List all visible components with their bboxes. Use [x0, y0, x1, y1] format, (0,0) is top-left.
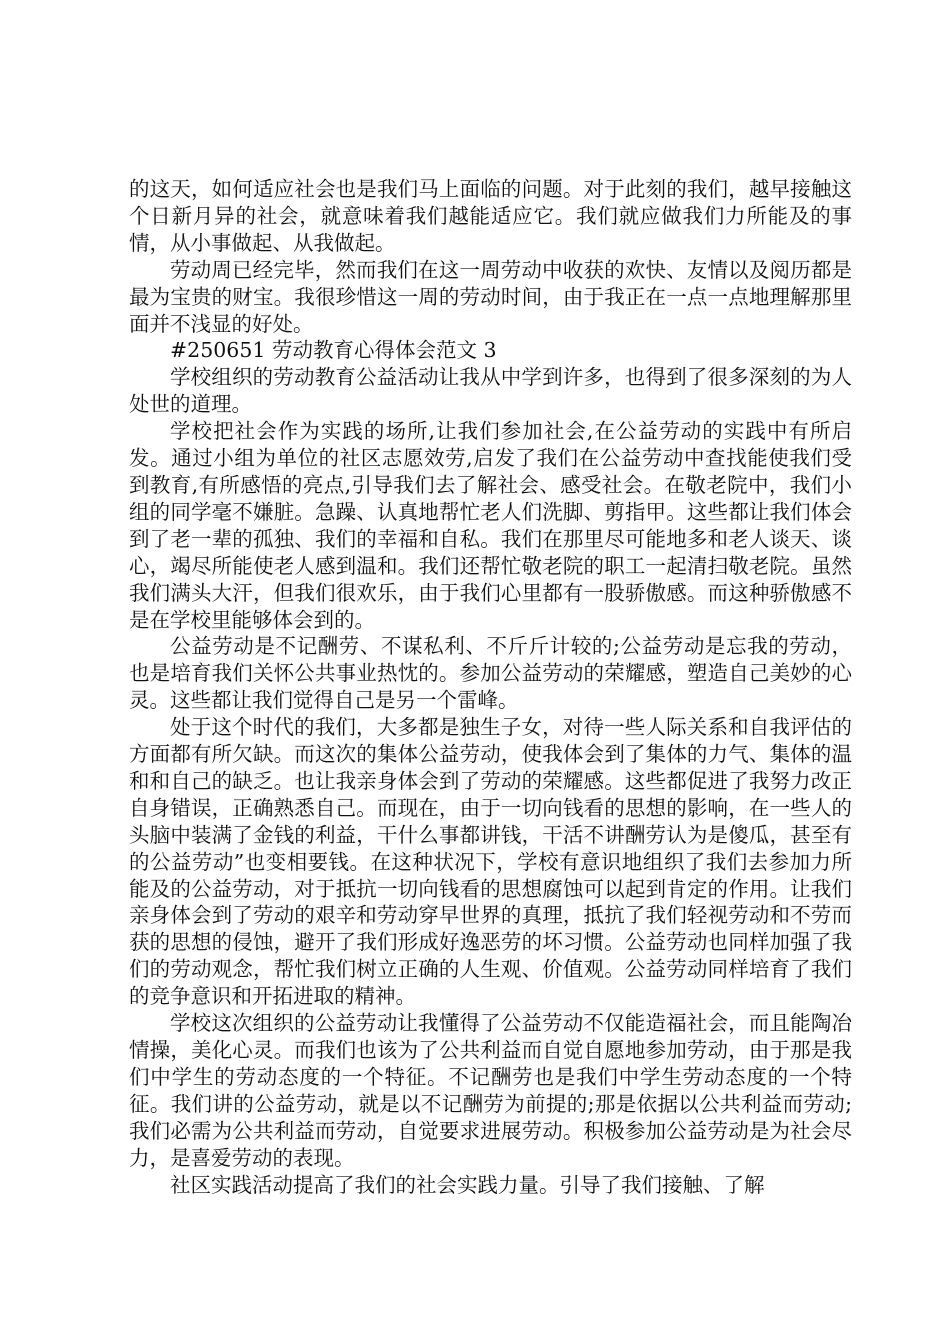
section-heading: #250651 劳动教育心得体会范文 3	[170, 338, 497, 363]
paragraph: 学校这次组织的公益劳动让我懂得了公益劳动不仅能造福社会，而且能陶冶情操，美化心灵。而我们也该为了公共利益而自觉自愿地参加劳动，由于那是我们中学生的劳动态度的一个特征。不记酬劳也是我们中学生劳动态度的一个特征。我们讲的公益劳动，就是以不记酬劳为前提的;那是依据以公共利益而劳动;我们必需为公共利益而劳动，自觉要求进展劳动。积极参加公益劳动是为社会尽力，是喜爱劳动的表现。	[129, 1011, 852, 1170]
document-page	[129, 176, 852, 1198]
paragraph: 劳动周已经完毕，然而我们在这一周劳动中收获的欢快、友情以及阅历都是最为宝贵的财宝。我很珍惜这一周的劳动时间，由于我正在一点一点地理解那里面并不浅显的好处。	[129, 257, 852, 336]
paragraph: 学校组织的劳动教育公益活动让我从中学到许多，也得到了很多深刻的为人处世的道理。	[129, 365, 852, 417]
paragraph-continuation: 的这天，如何适应社会也是我们马上面临的问题。对于此刻的我们，越早接触这个日新月异的社会，就意味着我们越能适应它。我们就应做我们力所能及的事情，从小事做起、从我做起。	[129, 177, 852, 255]
paragraph: 公益劳动是不记酬劳、不谋私利、不斤斤计较的;公益劳动是忘我的劳动，也是培育我们关怀公共事业热忱的。参加公益劳动的荣耀感，塑造自己美妙的心灵。这些都让我们觉得自己是另一个雷峰。	[129, 634, 852, 713]
paragraph: 处于这个时代的我们，大多都是独生子女，对待一些人际关系和自我评估的方面都有所欠缺。而这次的集体公益劳动，使我体会到了集体的力气、集体的温和和自己的缺乏。也让我亲身体会到了劳动的荣耀感。这些都促进了我努力改正自身错误，正确熟悉自己。而现在，由于一切向钱看的思想的影响，在一些人的头脑中装满了金钱的利益，干什么事都讲钱，干活不讲酬劳认为是傻瓜，甚至有的公益劳动”也变相要钱。在这种状况下，学校有意识地组织了我们去参加力所能及的公益劳动，对于抵抗一切向钱看的思想腐蚀可以起到肯定的作用。让我们亲身体会到了劳动的艰辛和劳动穿早世界的真理，抵抗了我们轻视劳动和不劳而获的思想的侵蚀，避开了我们形成好逸恶劳的坏习惯。公益劳动也同样加强了我们的劳动观念，帮忙我们树立正确的人生观、价值观。公益劳动同样培育了我们的竞争意识和开拓进取的精神。	[129, 715, 852, 1009]
paragraph: 社区实践活动提高了我们的社会实践力量。引导了我们接触、了解	[170, 1172, 765, 1197]
paragraph: 学校把社会作为实践的场所,让我们参加社会,在公益劳动的实践中有所启发。通过小组为单位的社区志愿效劳,启发了我们在公益劳动中查找能使我们受到教育,有所感悟的亮点,引导我们去了解社会、感受社会。在敬老院中，我们小组的同学毫不嫌脏。急躁、认真地帮忙老人们洗脚、剪指甲。这些都让我们体会到了老一辈的孤独、我们的幸福和自私。我们在那里尽可能地多和老人谈天、谈心，竭尽所能使老人感到温和。我们还帮忙敬老院的职工一起清扫敬老院。虽然我们满头大汗，但我们很欢乐，由于我们心里都有一股骄傲感。而这种骄傲感不是在学校里能够体会到的。	[129, 419, 852, 632]
